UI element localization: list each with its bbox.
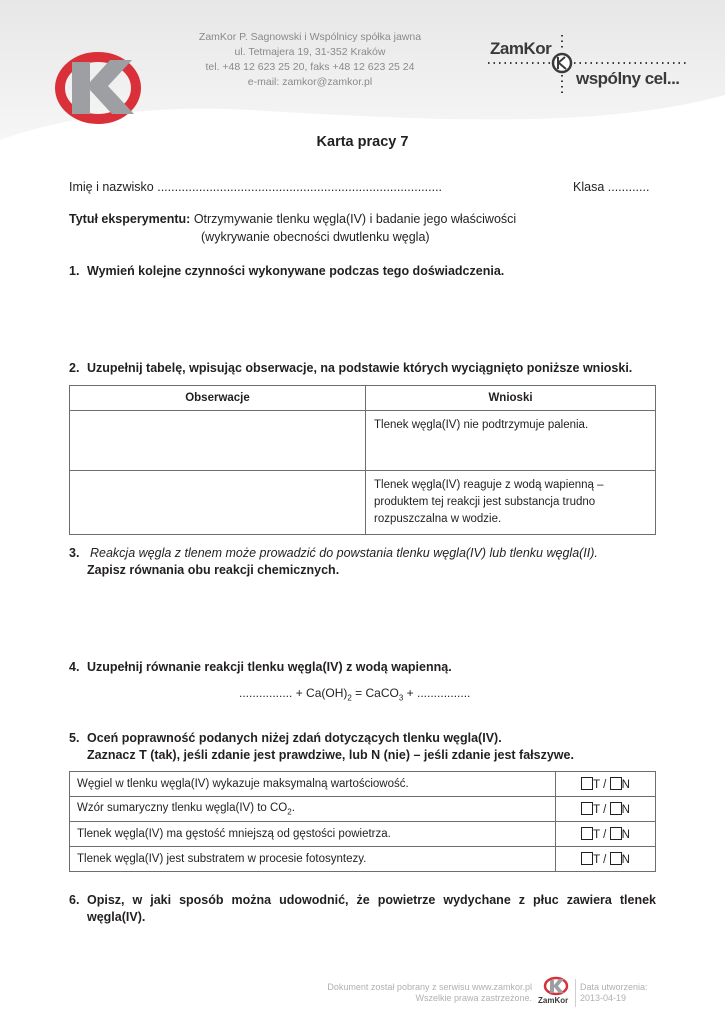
table-row: [70, 822, 656, 847]
question-5-instruction: Zaznacz T (tak), jeśli zdanie jest prawdziwe, lub N (nie) – jeśli zdanie jest fałszywe.: [87, 748, 574, 762]
statement-cell: Tlenek węgla(IV) ma gęstość mniejszą od gęstości powietrza.: [70, 822, 556, 847]
answer-area-3[interactable]: [69, 582, 656, 652]
experiment-label: Tytuł eksperymentu:: [69, 212, 191, 226]
footer-date: [580, 982, 648, 1004]
true-false-choice: [556, 772, 656, 797]
checkbox-true[interactable]: [581, 852, 593, 865]
date-value: 2013-04-19: [580, 993, 627, 1003]
true-false-choice: [556, 797, 656, 822]
class-label: Klasa: [573, 180, 605, 194]
name-dots: ..................................................................................: [157, 180, 443, 194]
question-number: 6.: [69, 893, 80, 907]
zamkor-k-logo: [52, 48, 142, 128]
observation-cell[interactable]: [70, 471, 366, 535]
answer-area-1[interactable]: [69, 284, 656, 354]
brand-logo: [488, 35, 688, 105]
question-text: Uzupełnij tabelę, wpisując obserwacje, na podstawie których wyciągnięto poniższe wnioski.: [87, 361, 633, 375]
company-info: [150, 30, 470, 90]
question-6: [69, 893, 656, 907]
true-false-choice: [556, 822, 656, 847]
option-t-label: T: [593, 829, 600, 841]
conclusion-cell: Tlenek węgla(IV) nie podtrzymuje palenia.: [366, 411, 656, 471]
question-text: Opisz, w jaki sposób można udowodnić, że powietrze wydychane z płuc zawiera tlenek: [87, 893, 656, 907]
option-t-label: T: [593, 854, 600, 866]
footer-divider: [575, 979, 576, 1007]
subscript: 3: [398, 693, 404, 703]
column-header-observations: Obserwacje: [70, 386, 366, 411]
name-field[interactable]: [69, 180, 442, 194]
checkbox-true[interactable]: [581, 827, 593, 840]
checkbox-false[interactable]: [610, 852, 622, 865]
observations-table: [69, 385, 656, 535]
name-label: Imię i nazwisko: [69, 180, 154, 194]
question-number: 5.: [69, 731, 80, 745]
experiment-title-line2: (wykrywanie obecności dwutlenku węgla): [201, 230, 430, 244]
observation-cell[interactable]: [70, 411, 366, 471]
option-n-label: N: [621, 804, 630, 816]
option-n-label: N: [621, 854, 630, 866]
table-row: [70, 847, 656, 872]
option-t-label: T: [593, 779, 600, 791]
option-separator: /: [603, 804, 607, 816]
checkbox-false[interactable]: [610, 777, 622, 790]
checkbox-false[interactable]: [610, 802, 622, 815]
question-4: [69, 660, 452, 674]
question-2: [69, 361, 632, 375]
experiment-title: [69, 212, 516, 226]
question-text: Oceń poprawność podanych niżej zdań dotyczących tlenku węgla(IV).: [87, 731, 502, 745]
option-separator: /: [603, 829, 607, 841]
question-number: 3.: [69, 546, 80, 560]
reaction-equation: [239, 686, 470, 702]
question-number: 4.: [69, 660, 80, 674]
checkbox-true[interactable]: [581, 777, 593, 790]
class-dots: ............: [607, 180, 650, 194]
subscript: 2: [347, 693, 352, 703]
question-3: [69, 546, 598, 560]
equation-plus: +: [406, 686, 414, 700]
equation-blank-right[interactable]: ................: [417, 686, 471, 700]
company-name: ZamKor P. Sagnowski i Wspólnicy spółka jawna: [198, 31, 422, 43]
statement-end: .: [291, 801, 295, 814]
question-text: Wymień kolejne czynności wykonywane podczas tego doświadczenia.: [87, 264, 505, 278]
footer-logo-text: ZamKor: [538, 996, 569, 1005]
option-n-label: N: [621, 829, 630, 841]
footer-line2: Wszelkie prawa zastrzeżone.: [415, 993, 532, 1003]
checkbox-true[interactable]: [581, 802, 593, 815]
option-t-label: T: [593, 804, 600, 816]
question-3-task: Zapisz równania obu reakcji chemicznych.: [87, 563, 340, 577]
table-row: [70, 411, 656, 471]
brand-name: ZamKor: [490, 39, 552, 58]
table-row: [70, 797, 656, 822]
company-phone: tel. +48 12 623 25 20, faks +48 12 623 25 24: [205, 61, 415, 73]
question-context: Reakcja węgla z tlenem może prowadzić do powstania tlenku węgla(IV) lub tlenku węgla(II).: [90, 546, 598, 560]
page-title: Karta pracy 7: [316, 134, 409, 150]
experiment-title-line1: Otrzymywanie tlenku węgla(IV) i badanie jego właściwości: [193, 212, 517, 226]
brand-slogan: wspólny cel...: [576, 69, 680, 88]
column-header-conclusions: Wnioski: [366, 386, 656, 411]
question-1: [69, 264, 504, 278]
equation-blank-left[interactable]: ................: [239, 686, 293, 700]
checkbox-false[interactable]: [610, 827, 622, 840]
question-number: 1.: [69, 264, 80, 278]
class-field[interactable]: [573, 180, 649, 194]
subscript: 2: [287, 807, 292, 817]
true-false-choice: [556, 847, 656, 872]
date-label: Data utworzenia:: [580, 982, 648, 992]
table-row: [70, 772, 656, 797]
question-6-line2: węgla(IV).: [87, 910, 146, 924]
company-address: ul. Tetmajera 19, 31-352 Kraków: [234, 46, 386, 58]
statement-text: Wzór sumaryczny tlenku węgla(IV) to CO: [77, 801, 288, 814]
equation-calcium-carbonate: = CaCO: [355, 686, 399, 700]
question-number: 2.: [69, 361, 80, 375]
question-5: [69, 731, 502, 745]
table-row: [70, 471, 656, 535]
statement-cell: Tlenek węgla(IV) jest substratem w procesie fotosyntezy.: [70, 847, 556, 872]
statement-cell: [70, 797, 556, 822]
answer-area-6[interactable]: [69, 930, 656, 970]
option-separator: /: [603, 779, 607, 791]
company-email: e-mail: zamkor@zamkor.pl: [247, 76, 373, 88]
footer-logo-icon: [541, 976, 571, 996]
question-text: Uzupełnij równanie reakcji tlenku węgla(IV) z wodą wapienną.: [87, 660, 452, 674]
option-n-label: N: [621, 779, 630, 791]
option-separator: /: [603, 854, 607, 866]
true-false-table: [69, 771, 656, 872]
conclusion-cell: Tlenek węgla(IV) reaguje z wodą wapienną – produktem tej reakcji jest substancja trudno rozpuszczalna w wodzie.: [366, 471, 656, 535]
equation-calcium-hydroxide: + Ca(OH): [295, 686, 348, 700]
footer-line1: Dokument został pobrany z serwisu www.zamkor.pl: [327, 982, 532, 992]
statement-cell: Węgiel w tlenku węgla(IV) wykazuje maksymalną wartościowość.: [70, 772, 556, 797]
footer-download-note: [300, 982, 532, 1004]
